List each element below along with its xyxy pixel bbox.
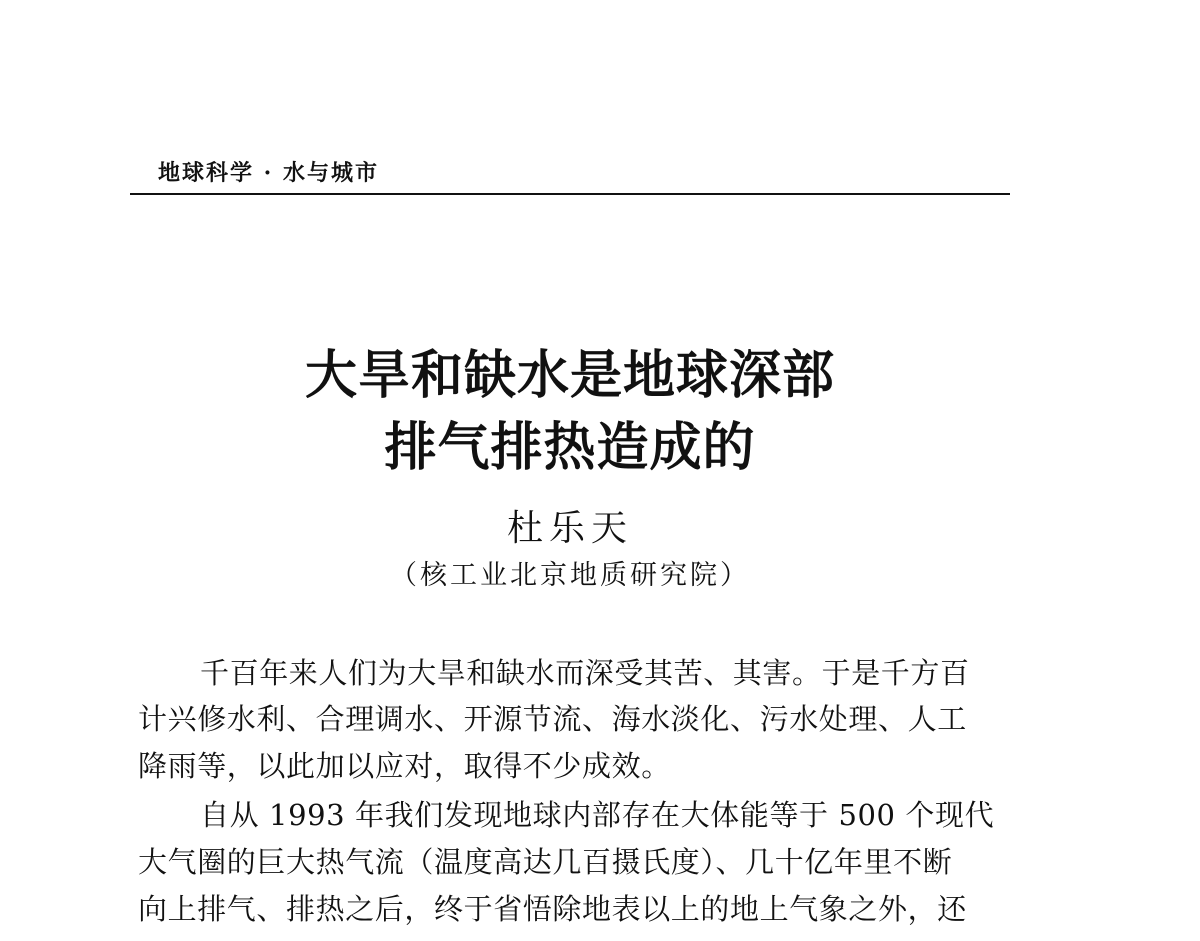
running-head: 地球科学 · 水与城市 — [158, 160, 379, 186]
author-name: 杜乐天 — [506, 508, 633, 549]
body-line-4: 自从 1993 年我们发现地球内部存在大体能等于 500 个现代 — [200, 798, 995, 832]
body-line-6: 向上排气、排热之后，终于省悟除地表以上的地上气象之外，还 — [138, 892, 967, 926]
body-line-3: 降雨等，以此加以应对，取得不少成效。 — [138, 749, 671, 783]
body-line-2: 计兴修水利、合理调水、开源节流、海水淡化、污水处理、人工 — [138, 702, 967, 736]
article-title-line-2: 排气排热造成的 — [384, 417, 756, 478]
header-rule — [130, 193, 1010, 195]
body-line-5: 大气圈的巨大热气流（温度高达几百摄氏度）、几十亿年里不断 — [138, 845, 953, 879]
body-line-1: 千百年来人们为大旱和缺水而深受其苦、其害。于是千方百 — [200, 656, 970, 690]
article-title-line-1: 大旱和缺水是地球深部 — [304, 345, 835, 406]
author-affiliation: （核工业北京地质研究院） — [390, 560, 750, 591]
